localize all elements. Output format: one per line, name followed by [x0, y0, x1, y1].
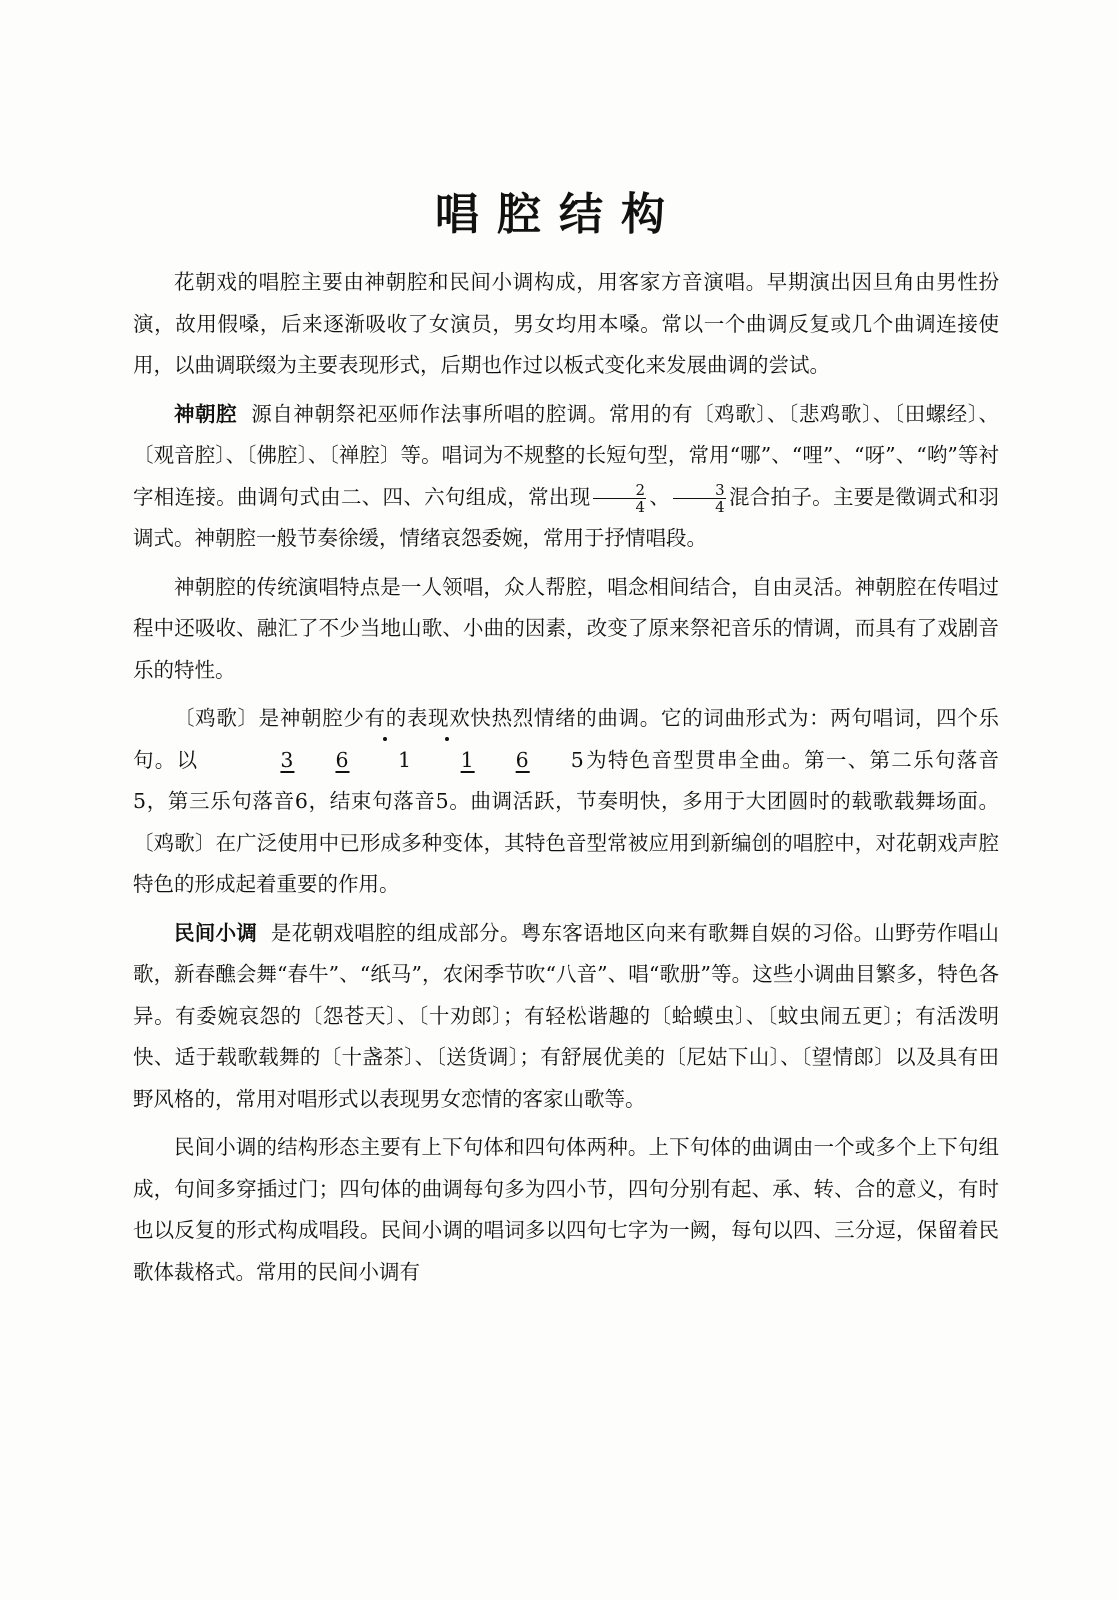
fraction-denominator: 4	[635, 497, 646, 516]
paragraph-jige	[133, 698, 999, 906]
paragraph-text: 〔鸡歌〕是神朝腔少有的表现欢快热烈情绪的曲调。它的词曲形式为：两句唱词，四个乐句。以	[133, 706, 999, 772]
time-signature-2-4	[593, 482, 646, 515]
page-title: 唱腔结构	[435, 189, 683, 241]
separator: 、	[649, 484, 671, 509]
term-shenchao-qiang: 神朝腔	[174, 401, 238, 426]
paragraph-text: 为特色音型贯串全曲。第一、第二乐句落音5，第三乐句落音6，结束句落音5。曲调活跃，节奏明快，多用于大团圆时的载歌载舞场面。〔鸡歌〕在广泛使用中已形成多种变体，其特色音型常被应用到新编创的唱腔中，对花朝戏声腔特色的形成起着重要的作用。	[133, 747, 1000, 896]
fraction-denominator: 4	[715, 497, 725, 516]
note: 5	[570, 747, 585, 772]
document-body	[133, 262, 999, 1300]
paragraph-text: 混合拍子。主要是徵调式和羽调式。神朝腔一般节奏徐缓，情绪哀怨委婉，常用于抒情唱段。	[133, 484, 1000, 550]
term-folk-tunes: 民间小调	[174, 920, 258, 945]
jianpu-motif	[198, 740, 584, 782]
paragraph-text: 是花朝戏唱腔的组成部分。粤东客语地区向来有歌舞自娱的习俗。山野劳作唱山歌，新春醮会舞“春牛”、“纸马”，农闲季节吹“八音”、唱“歌册”等。这些小调曲目繁多，特色各异。有委婉哀怨的〔怨苍天〕、〔十劝郎〕；有轻松谐趣的〔蛤蟆虫〕、〔蚊虫闹五更〕；有活泼明快、适于载歌载舞的〔十盏茶〕、〔送货调〕；有舒展优美的〔尼姑下山〕、〔望情郎〕以及具有田野风格的，常用对唱形式以表现男女恋情的客家山歌等。	[133, 920, 999, 1111]
paragraph-folk-tunes	[133, 913, 999, 1121]
note-high: 1	[357, 740, 412, 782]
time-signature-3-4	[673, 482, 726, 515]
note: 6	[515, 747, 530, 772]
paragraph-text: 源自神朝祭祀巫师作法事所唱的腔调。常用的有〔鸡歌〕、〔悲鸡歌〕、〔田螺经〕、〔观音腔〕、〔佛腔〕、〔禅腔〕等。唱词为不规整的长短句型，常用“哪”、“哩”、“呀”、“哟”等衬字相连接。曲调句式由二、四、六句组成，常出现	[133, 401, 999, 509]
note: 6	[335, 747, 350, 772]
paragraph-structure: 民间小调的结构形态主要有上下句体和四句体两种。上下句体的曲调由一个或多个上下句组成，句间多穿插过门；四句体的曲调每句多为四小节，四句分别有起、承、转、合的意义，有时也以反复的形式构成唱段。民间小调的唱词多以四句七字为一阙，每句以四、三分逗，保留着民歌体裁格式。常用的民间小调有	[133, 1135, 999, 1284]
note-high: 1	[420, 740, 475, 782]
paragraph-intro: 花朝戏的唱腔主要由神朝腔和民间小调构成，用客家方音演唱。早期演出因旦角由男性扮演，故用假嗓，后来逐渐吸收了女演员，男女均用本嗓。常以一个曲调反复或几个曲调连接使用，以曲调联缀为主要表现形式，后期也作过以板式变化来发展曲调的尝试。	[133, 270, 999, 377]
fraction-numerator: 3	[673, 482, 726, 499]
fraction-numerator: 2	[593, 482, 646, 499]
paragraph-shenchao-qiang	[133, 394, 999, 560]
note: 3	[280, 747, 295, 772]
paragraph-singing-features: 神朝腔的传统演唱特点是一人领唱，众人帮腔，唱念相间结合，自由灵活。神朝腔在传唱过程中还吸收、融汇了不少当地山歌、小曲的因素，改变了原来祭祀音乐的情调，而具有了戏剧音乐的特性。	[133, 574, 999, 682]
